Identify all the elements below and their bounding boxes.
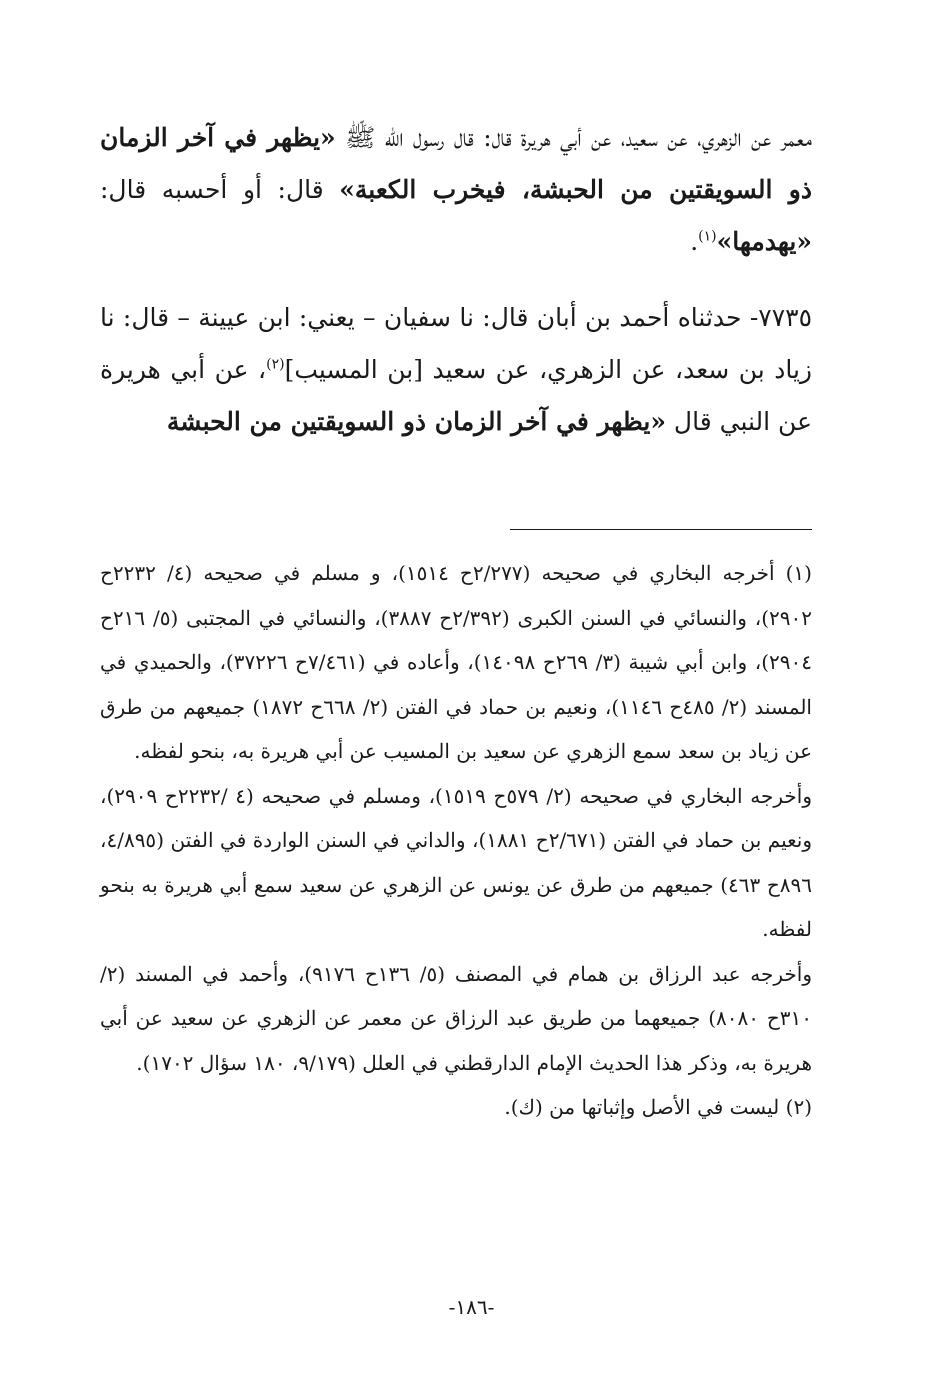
hadith-quote: «يظهر في آخر الزمان ذو السويقتين من الحبشة (166, 407, 666, 436)
footnote-2: (٢) ليست في الأصل وإثباتها من (ك). (504, 1095, 812, 1119)
footnotes (100, 551, 812, 1130)
punctuation: . (690, 227, 699, 256)
hadith-paragraph-2 (100, 292, 812, 448)
footnote-marker: (١) (698, 228, 717, 245)
footnote-marker: (٢) (266, 356, 285, 373)
hadith-quote: «يهدمها» (716, 227, 812, 256)
narration-text: ٧٧٣٥- حدثناه أحمد بن أبان قال: نا سفيان – يعني: ابن عيينة – قال: نا زياد بن سعد، عن الزهري، عن سعيد [بن المسيب] (100, 303, 812, 384)
hadith-paragraph-1 (100, 112, 812, 268)
hadith-quote: «يظهر في آخر الزمان ذو السويقتين من الحبشة، فيخرب الكعبة» (100, 123, 813, 204)
narration-text: معمر عن الزهري، عن سعيد، عن أبي هريرة قال: قال رسول الله ﷺ (335, 123, 813, 152)
page-number: -١٨٦- (448, 1295, 495, 1319)
narration-text: ، عن أبي هريرة عن النبي قال (100, 355, 812, 436)
main-text (100, 112, 812, 448)
footnote-1: (١) أخرجه البخاري في صحيحه (٢/٢٧٧ح ١٥١٤)، و مسلم في صحيحه (٤/ ٢٢٣٢ح ٢٩٠٢)، والنسائي في السنن الكبرى (٢/٣٩٢ح ٣٨٨٧)، والنسائي في المجتبى (٥/ ٢١٦ح ٢٩٠٤)، وابن أبي شيبة (٣/ ٢٦٩ح ١٤٠٩٨)، وأعاده في (٧/٤٦١ح ٣٧٢٢٦)، والحميدي في المسند (٢/ ٤٨٥ح ١١٤٦)، ونعيم بن حماد في الفتن (٢/ ٦٦٨ح ١٨٧٢) جميعهم من طرق عن زياد بن سعد سمع الزهري عن سعيد بن المسيب عن أبي هريرة به، بنحو لفظه. (100, 561, 813, 763)
footnote-1-continued: وأخرجه البخاري في صحيحه (٢/ ٥٧٩ح ١٥١٩)، ومسلم في صحيحه (٤ /٢٢٣٢ح ٢٩٠٩)، ونعيم بن حماد في الفتن (٢/٦٧١ح ١٨٨١)، والداني في السنن الواردة في الفتن (٤/٨٩٥، ٨٩٦ح ٤٦٣) جميعهم من طرق عن يونس عن الزهري عن سعيد سمع أبي هريرة به بنحو لفظه. (100, 783, 812, 941)
footnote-separator (510, 529, 812, 530)
narration-text: قال: أو أحسبه قال: (100, 175, 340, 204)
footnote-1-continued: وأخرجه عبد الرزاق بن همام في المصنف (٥/ ١٣٦ح ٩١٧٦)، وأحمد في المسند (٢/ ٣١٠ح ٨٠٨٠) جميعهما من طريق عبد الرزاق عن معمر عن الزهري عن سعيد عن أبي هريرة به، وذكر هذا الحديث الإمام الدارقطني في العلل (٩/١٧٩، ١٨٠ سؤال ١٧٠٢). (100, 961, 812, 1075)
